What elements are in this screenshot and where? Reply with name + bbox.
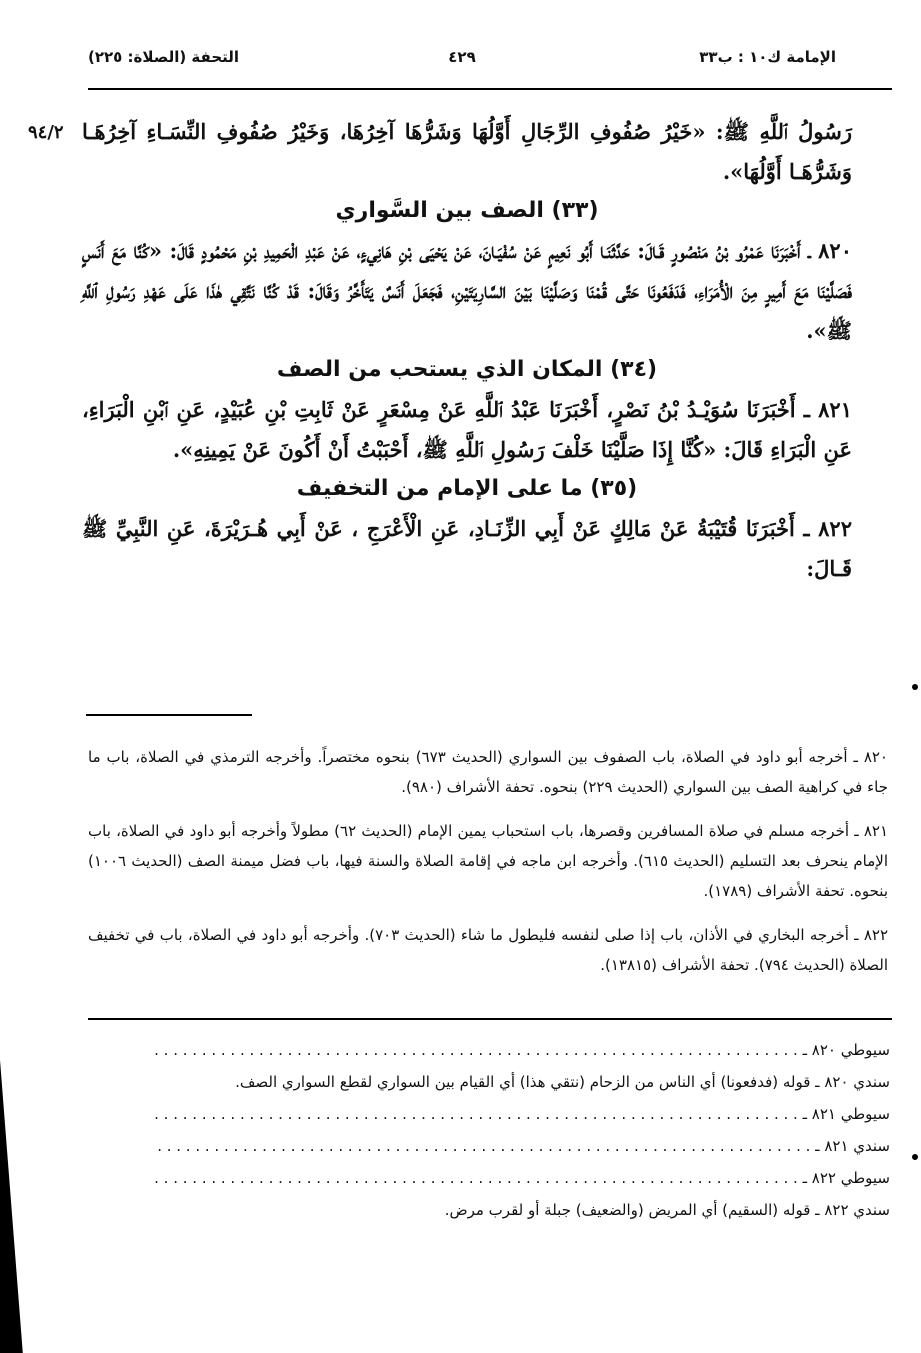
margin-mark [912,684,918,690]
footnote-821: ٨٢١ ـ أخرجه مسلم في صلاة المسافرين وقصرها، باب استحباب يمين الإمام (الحديث ٦٢) مطولاً وأخرجه أبو داود في الصلاة، باب الإمام ينحرف بعد التسليم (الحديث ٦١٥). وأخرجه ابن ماجه في إقامة الصلاة والسنة فيها، باب فضل ميمنة الصف (الحديث ١٠٠٦) بنحوه. تحفة الأشراف (١٧٨٩). [88,822,888,900]
page-header [88,42,836,72]
chapter-heading-33: (٣٣) الصف بين السَّواري [335,198,599,223]
commentary-sindi-820: سندي ٨٢٠ ـ قوله (فدفعونا) أي الناس من الزحام (نتقي هذا) أي القيام بين السواري لقطع السواري الصف. [235,1073,890,1091]
footnote-820: ٨٢٠ ـ أخرجه أبو داود في الصلاة، باب الصفوف بين السواري (الحديث ٦٧٣) بنحوه مختصراً. وأخرجه الترمذي في الصلاة، باب ما جاء في كراهية الصف بين السواري (الحديث ٢٢٩) بنحوه. تحفة الأشراف (٩٨٠). [88,748,888,796]
margin-mark [912,1154,918,1160]
commentary-sindi-822: سندي ٨٢٢ ـ قوله (السقيم) أي المريض (والضعيف) جبلة أو لقرب مرض. [444,1201,890,1219]
hadith-821: ٨٢١ ـ أَخْبَرَنَا سُوَيْـدُ بْنُ نَصْرٍ، أَخْبَرَنَا عَبْدُ ٱللَّهِ عَنْ مِسْعَرٍ عَنْ ثَابِتِ بْنِ عُبَيْدٍ، عَنِ ٱبْنِ الْبَرَاءِ، عَنِ الْبَرَاءِ قَالَ: «كُنَّا إِذَا صَلَّيْنَا خَلْفَ رَسُولِ ٱللَّهِ ﷺ، أَحْبَبْتُ أَنْ أَكُونَ عَنْ يَمِينِهِ». [82,397,852,462]
main-text [82,112,852,595]
chapter-heading-35: (٣٥) ما على الإمام من التخفيف [296,476,638,501]
commentary-sindi-821: سندي ٨٢١ ـ . . . . . . . . . . . . . . . . . . . . . . . . . . . . . . . . . . . . . . . . . . . . . . . . . . . . . . . . . . . . . . . . . . . . . [157,1137,890,1155]
commentary-section [96,1034,890,1226]
header-divider [88,88,892,90]
hadith-822: ٨٢٢ ـ أَخْبَرَنَا قُتَيْبَةُ عَنْ مَالِكٍ عَنْ أَبِي الزِّنَـادِ، عَنِ الْأَعْرَجِ ، عَنْ أَبِي هُـرَيْرَةَ، عَنِ النَّبِيِّ ﷺ قَـالَ: [82,516,852,581]
commentary-suyuti-821: سيوطي ٨٢١ ـ . . . . . . . . . . . . . . . . . . . . . . . . . . . . . . . . . . . . . . . . . . . . . . . . . . . . . . . . . . . . . . . . . . . . [154,1105,890,1123]
commentary-suyuti-822: سيوطي ٨٢٢ ـ . . . . . . . . . . . . . . . . . . . . . . . . . . . . . . . . . . . . . . . . . . . . . . . . . . . . . . . . . . . . . . . . . . . . [154,1169,890,1187]
chapter-heading-34: (٣٤) المكان الذي يستحب من الصف [276,357,658,382]
opening-hadith-text: رَسُولُ ٱللَّهِ ﷺ: «خَيْرُ صُفُوفِ الرِّجَالِ أَوَّلُهَا وَشَرُّهَا آخِرُهَا، وَخَيْرُ صُفُوفِ النِّسَـاءِ آخِرُهَـا وَشَرُّهَـا أَوَّلُهَا». [82,119,852,184]
commentary-divider [88,1018,892,1020]
footnotes [88,742,888,994]
page-number: ٤٢٩ [448,48,476,66]
footnote-divider [86,714,252,716]
chapter-reference: الإمامة ك١٠ : ب٣٣ [699,48,836,66]
marginal-reference: ٩٤/٢ [28,122,64,143]
commentary-suyuti-820: سيوطي ٨٢٠ ـ . . . . . . . . . . . . . . . . . . . . . . . . . . . . . . . . . . . . . . . . . . . . . . . . . . . . . . . . . . . . . . . . . . . . [154,1041,890,1059]
tuhfa-reference: التحفة (الصلاة: ٢٢٥) [88,48,240,66]
hadith-820: ٨٢٠ ـ أَخْبَرَنَا عَمْرُو بْنُ مَنْصُورٍ قَـالَ: حَدَّثَنَـا أَبُو نَعِيمٍ عَنْ سُفْيَـانَ، عَنْ يَحْيَى بْنِ هَانِيءٍ، عَنْ عَبْدِ الْحَمِيدِ بْنِ مَحْمُودٍ قَالَ: «كُنَّا مَعَ أَنَسٍ فَصَلَّيْنَا مَعَ أَمِيرٍ مِنَ الْأُمَرَاءِ، فَدَفَعُونَا حَتَّى قُمْنَا وَصَلَّيْنَا بَيْنَ السَّارِيَتَيْنِ، فَجَعَلَ أَنَسٌ يَتَأَخَّرُ وَقَالَ: قَدْ كُنَّا نَتَّقِي هٰذَا عَلَى عَهْدِ رَسُولِ ٱللَّهِ ﷺ». [82,238,852,343]
footnote-822: ٨٢٢ ـ أخرجه البخاري في الأذان، باب إذا صلى لنفسه فليطول ما شاء (الحديث ٧٠٣). وأخرجه أبو داود في الصلاة، باب في تخفيف الصلاة (الحديث ٧٩٤). تحفة الأشراف (١٣٨١٥). [88,926,889,974]
scan-shadow [0,1060,60,1353]
